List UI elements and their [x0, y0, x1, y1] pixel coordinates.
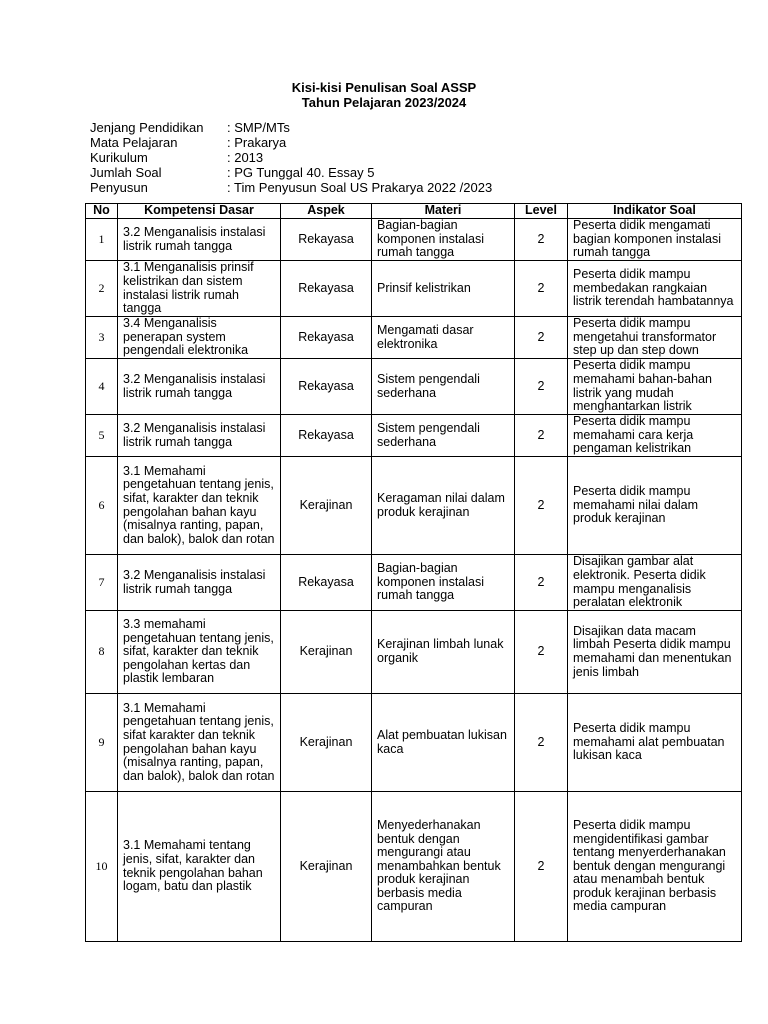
info-value: : PG Tunggal 40. Essay 5: [227, 165, 375, 180]
cell-no: 6: [86, 457, 118, 555]
info-value: : Prakarya: [227, 135, 287, 150]
header-level: Level: [515, 204, 568, 219]
info-label: Mata Pelajaran: [90, 135, 178, 150]
cell-aspek: Rekayasa: [281, 555, 372, 611]
cell-aspek: Rekayasa: [281, 359, 372, 415]
document-info: [90, 120, 492, 195]
info-row: [90, 165, 492, 180]
cell-aspek: Kerajinan: [281, 457, 372, 555]
cell-indikator: Peserta didik mampu mengetahui transformator step up dan step down: [568, 317, 742, 359]
table-row: [86, 694, 742, 792]
cell-indikator: Peserta didik mampu mengidentifikasi gambar tentang menyerderhanakan bentuk dengan mengurangi atau menambah bentuk produk kerajinan berbasis media campuran: [568, 792, 742, 942]
header-materi: Materi: [372, 204, 515, 219]
cell-kompetensi-dasar: 3.2 Menganalisis instalasi listrik rumah tangga: [118, 555, 281, 611]
cell-level: 2: [515, 359, 568, 415]
cell-kompetensi-dasar: 3.1 Menganalisis prinsif kelistrikan dan sistem instalasi listrik rumah tangga: [118, 261, 281, 317]
cell-level: 2: [515, 555, 568, 611]
cell-aspek: Rekayasa: [281, 415, 372, 457]
cell-no: 10: [86, 792, 118, 942]
info-row: [90, 180, 492, 195]
document-title: Kisi-kisi Penulisan Soal ASSP: [291, 80, 477, 95]
cell-aspek: Kerajinan: [281, 792, 372, 942]
cell-level: 2: [515, 694, 568, 792]
document-header: [0, 80, 768, 110]
cell-kompetensi-dasar: 3.4 Menganalisis penerapan system pengendali elektronika: [118, 317, 281, 359]
cell-level: 2: [515, 792, 568, 942]
info-label: Jenjang Pendidikan: [90, 120, 204, 135]
cell-materi: Sistem pengendali sederhana: [372, 415, 515, 457]
cell-indikator: Disajikan gambar alat elektronik. Peserta didik mampu menganalisis peralatan elektronik: [568, 555, 742, 611]
cell-materi: Bagian-bagian komponen instalasi rumah tangga: [372, 555, 515, 611]
table-row: [86, 317, 742, 359]
cell-aspek: Kerajinan: [281, 611, 372, 694]
table-row: [86, 555, 742, 611]
cell-level: 2: [515, 261, 568, 317]
cell-level: 2: [515, 219, 568, 261]
cell-materi: Alat pembuatan lukisan kaca: [372, 694, 515, 792]
info-label: Penyusun: [90, 180, 148, 195]
cell-kompetensi-dasar: 3.1 Memahami pengetahuan tentang jenis, sifat karakter dan teknik pengolahan bahan kayu (misalnya ranting, papan, dan balok), balok dan rotan: [118, 694, 281, 792]
cell-no: 1: [86, 219, 118, 261]
header-aspek: Aspek: [281, 204, 372, 219]
cell-materi: Sistem pengendali sederhana: [372, 359, 515, 415]
info-label: Jumlah Soal: [90, 165, 162, 180]
kisi-kisi-table: [85, 203, 742, 942]
table-row: [86, 359, 742, 415]
cell-kompetensi-dasar: 3.2 Menganalisis instalasi listrik rumah tangga: [118, 415, 281, 457]
cell-level: 2: [515, 611, 568, 694]
cell-indikator: Peserta didik mampu memahami cara kerja pengaman kelistrikan: [568, 415, 742, 457]
cell-level: 2: [515, 317, 568, 359]
info-value: : Tim Penyusun Soal US Prakarya 2022 /2023: [227, 180, 493, 195]
cell-kompetensi-dasar: 3.3 memahami pengetahuan tentang jenis, sifat, karakter dan teknik pengolahan kertas dan plastik lembaran: [118, 611, 281, 694]
cell-aspek: Rekayasa: [281, 219, 372, 261]
header-indikator-soal: Indikator Soal: [568, 204, 742, 219]
info-row: [90, 150, 492, 165]
cell-level: 2: [515, 457, 568, 555]
cell-level: 2: [515, 415, 568, 457]
cell-aspek: Rekayasa: [281, 317, 372, 359]
info-label: Kurikulum: [90, 150, 148, 165]
cell-materi: Prinsif kelistrikan: [372, 261, 515, 317]
cell-materi: Mengamati dasar elektronika: [372, 317, 515, 359]
cell-materi: Keragaman nilai dalam produk kerajinan: [372, 457, 515, 555]
cell-no: 7: [86, 555, 118, 611]
document-subtitle: Tahun Pelajaran 2023/2024: [301, 95, 467, 110]
cell-materi: Kerajinan limbah lunak organik: [372, 611, 515, 694]
cell-no: 8: [86, 611, 118, 694]
table-row: [86, 792, 742, 942]
table-row: [86, 611, 742, 694]
cell-no: 5: [86, 415, 118, 457]
info-value: : SMP/MTs: [227, 120, 290, 135]
cell-indikator: Disajikan data macam limbah Peserta didik mampu memahami dan menentukan jenis limbah: [568, 611, 742, 694]
table-row: [86, 457, 742, 555]
cell-indikator: Peserta didik mampu memahami nilai dalam produk kerajinan: [568, 457, 742, 555]
cell-kompetensi-dasar: 3.1 Memahami tentang jenis, sifat, karakter dan teknik pengolahan bahan logam, batu dan plastik: [118, 792, 281, 942]
cell-aspek: Kerajinan: [281, 694, 372, 792]
cell-indikator: Peserta didik mampu memahami bahan-bahan listrik yang mudah menghantarkan listrik: [568, 359, 742, 415]
info-row: [90, 135, 492, 150]
cell-materi: Menyederhanakan bentuk dengan mengurangi atau menambahkan bentuk produk kerajinan berbasis media campuran: [372, 792, 515, 942]
cell-kompetensi-dasar: 3.1 Memahami pengetahuan tentang jenis, sifat, karakter dan teknik pengolahan bahan kayu (misalnya ranting, papan, dan balok), balok dan rotan: [118, 457, 281, 555]
cell-no: 9: [86, 694, 118, 792]
cell-no: 3: [86, 317, 118, 359]
cell-indikator: Peserta didik mengamati bagian komponen instalasi rumah tangga: [568, 219, 742, 261]
table-row: [86, 219, 742, 261]
cell-no: 2: [86, 261, 118, 317]
info-value: : 2013: [227, 150, 264, 165]
cell-aspek: Rekayasa: [281, 261, 372, 317]
table-row: [86, 415, 742, 457]
info-row: [90, 120, 492, 135]
cell-kompetensi-dasar: 3.2 Menganalisis instalasi listrik rumah tangga: [118, 219, 281, 261]
cell-kompetensi-dasar: 3.2 Menganalisis instalasi listrik rumah tangga: [118, 359, 281, 415]
cell-indikator: Peserta didik mampu membedakan rangkaian listrik terendah hambatannya: [568, 261, 742, 317]
header-no: No: [86, 204, 118, 219]
header-kompetensi-dasar: Kompetensi Dasar: [118, 204, 281, 219]
cell-no: 4: [86, 359, 118, 415]
cell-materi: Bagian-bagian komponen instalasi rumah tangga: [372, 219, 515, 261]
table-header-row: [86, 204, 742, 219]
cell-indikator: Peserta didik mampu memahami alat pembuatan lukisan kaca: [568, 694, 742, 792]
table-row: [86, 261, 742, 317]
